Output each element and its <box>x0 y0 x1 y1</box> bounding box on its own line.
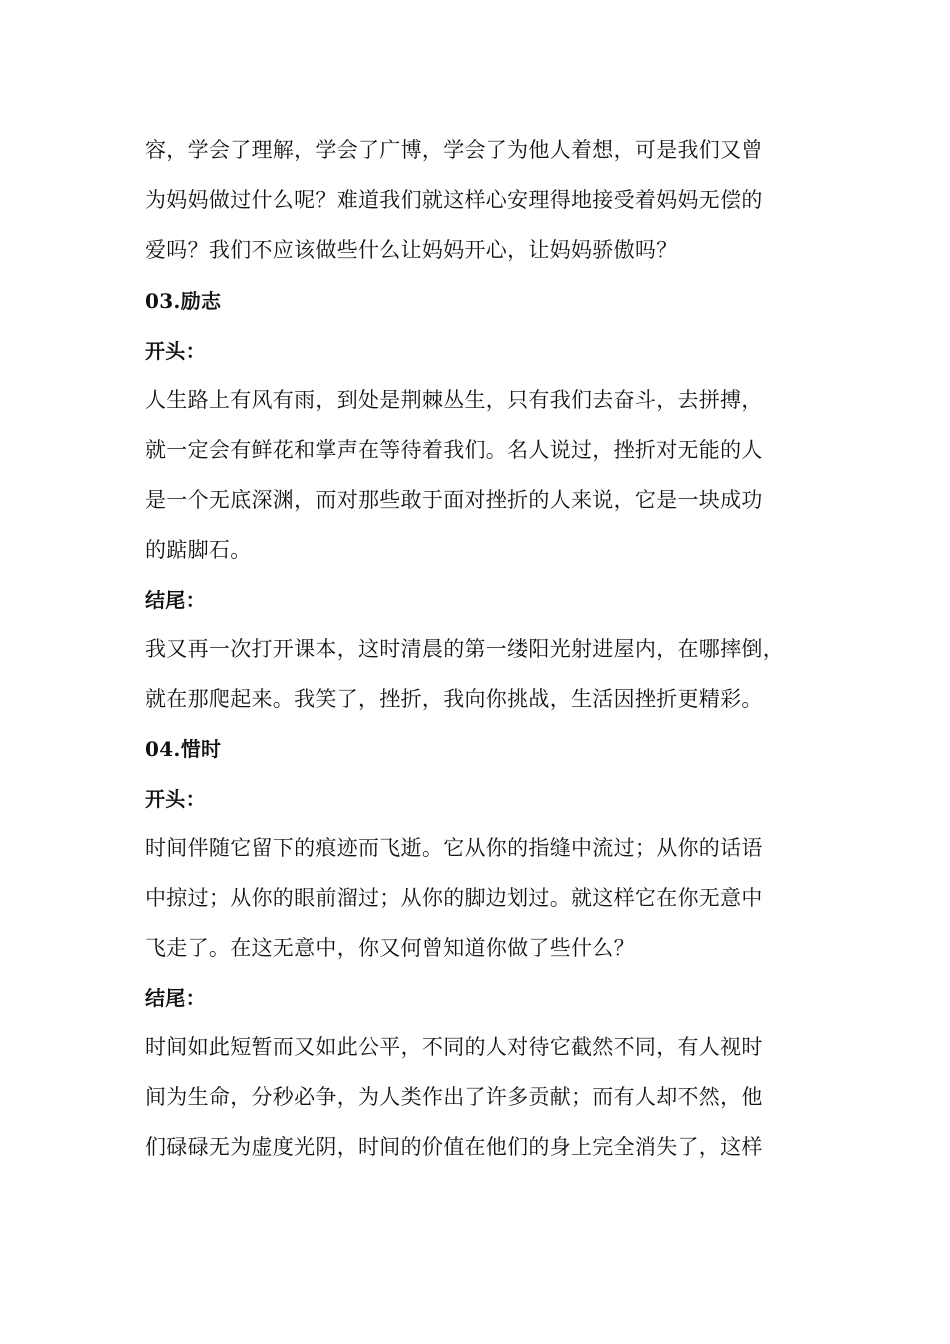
opening-label: 开头： <box>145 339 206 363</box>
paragraph-line: 就在那爬起来。我笑了，挫折，我向你挑战，生活因挫折更精彩。 <box>145 687 763 711</box>
paragraph-line: 的踮脚石。 <box>145 538 252 562</box>
paragraph-line: 中掠过；从你的眼前溜过；从你的脚边划过。就这样它在你无意中 <box>145 886 763 910</box>
opening-label: 开头： <box>145 787 206 811</box>
paragraph-line: 时间如此短暂而又如此公平，不同的人对待它截然不同，有人视时 <box>145 1035 763 1059</box>
paragraph-line: 时间伴随它留下的痕迹而飞逝。它从你的指缝中流过；从你的话语 <box>145 836 763 860</box>
paragraph-line: 人生路上有风有雨，到处是荆棘丛生，只有我们去奋斗，去拼搏， <box>145 388 763 412</box>
section-title: 03.励志 <box>145 289 222 313</box>
ending-label: 结尾： <box>145 588 206 612</box>
paragraph-line: 容，学会了理解，学会了广博，学会了为他人着想，可是我们又曾 <box>145 138 763 162</box>
paragraph-line: 爱吗？我们不应该做些什么让妈妈开心，让妈妈骄傲吗？ <box>145 238 678 262</box>
paragraph-line: 飞走了。在这无意中，你又何曾知道你做了些什么？ <box>145 936 635 960</box>
paragraph-line: 为妈妈做过什么呢？难道我们就这样心安理得地接受着妈妈无偿的 <box>145 188 763 212</box>
paragraph-line: 就一定会有鲜花和掌声在等待着我们。名人说过，挫折对无能的人 <box>145 438 763 462</box>
paragraph-line: 间为生命，分秒必争，为人类作出了许多贡献；而有人却不然，他 <box>145 1085 763 1109</box>
section-title: 04.惜时 <box>145 737 222 761</box>
paragraph-line: 我又再一次打开课本，这时清晨的第一缕阳光射进屋内，在哪摔倒， <box>145 637 784 661</box>
paragraph-line: 是一个无底深渊，而对那些敢于面对挫折的人来说，它是一块成功 <box>145 488 763 512</box>
paragraph-line: 们碌碌无为虚度光阴，时间的价值在他们的身上完全消失了，这样 <box>145 1135 763 1159</box>
ending-label: 结尾： <box>145 986 206 1010</box>
